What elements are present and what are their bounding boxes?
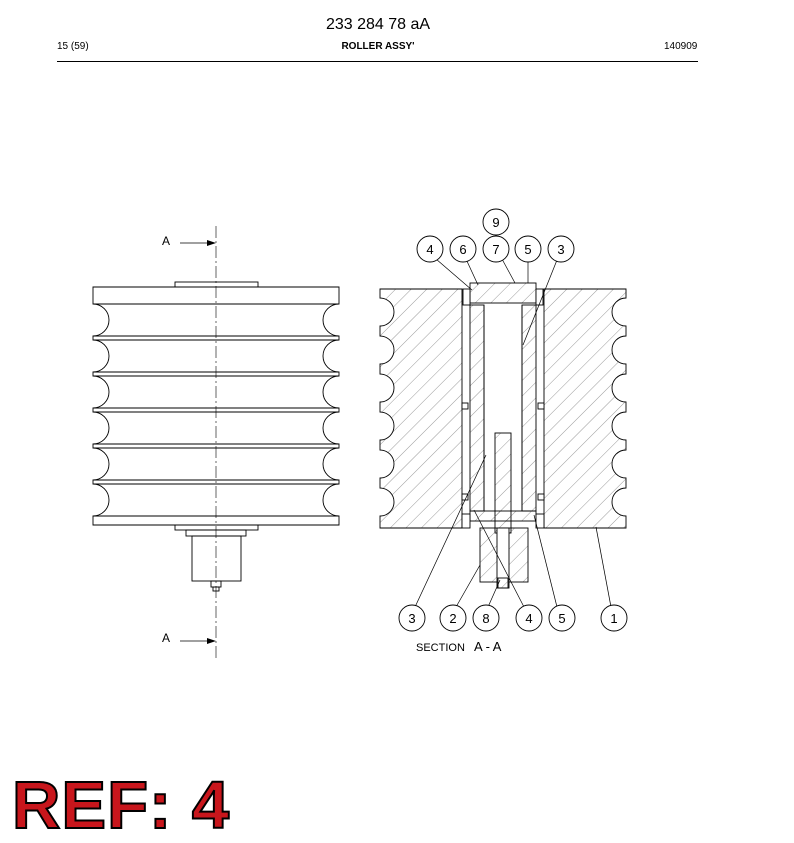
balloon-5-top: 5 (524, 242, 532, 257)
balloon-7-top: 7 (492, 242, 500, 257)
doc-number: 233 284 78 aA (325, 16, 431, 33)
section-view (380, 283, 626, 588)
balloon-2-bottom: 2 (449, 611, 457, 626)
doc-date: 140909 (664, 41, 698, 52)
section-top-cap (470, 283, 536, 303)
balloon-4-bottom: 4 (525, 611, 533, 626)
roller-top-cap (175, 282, 258, 287)
balloon-8-bottom: 8 (482, 611, 490, 626)
section-marker-top: A (162, 234, 171, 248)
roller-shaft (192, 536, 241, 581)
roller-bottom-flange (175, 525, 258, 530)
balloon-6-top: 6 (459, 242, 467, 257)
balloon-9-top: 9 (492, 215, 500, 230)
section-marker-bottom: A (162, 631, 171, 645)
balloon-3-top: 3 (557, 242, 565, 257)
balloon-5-bottom: 5 (558, 611, 566, 626)
balloon-1-bottom: 1 (610, 611, 618, 626)
page-count: 15 (59) (57, 41, 89, 52)
balloons-bottom (399, 605, 627, 631)
section-right-wall (544, 289, 626, 528)
balloon-3-bottom: 3 (408, 611, 416, 626)
section-left-wall (380, 289, 462, 528)
doc-title: ROLLER ASSY' (341, 41, 415, 52)
balloon-4-top: 4 (426, 242, 434, 257)
ref-label: REF: 4 (12, 768, 231, 843)
section-caption-letters: A - A (474, 639, 502, 654)
section-caption: SECTION (416, 642, 465, 654)
section-arrow-bottom (180, 638, 216, 644)
section-arrow-top (180, 240, 216, 246)
